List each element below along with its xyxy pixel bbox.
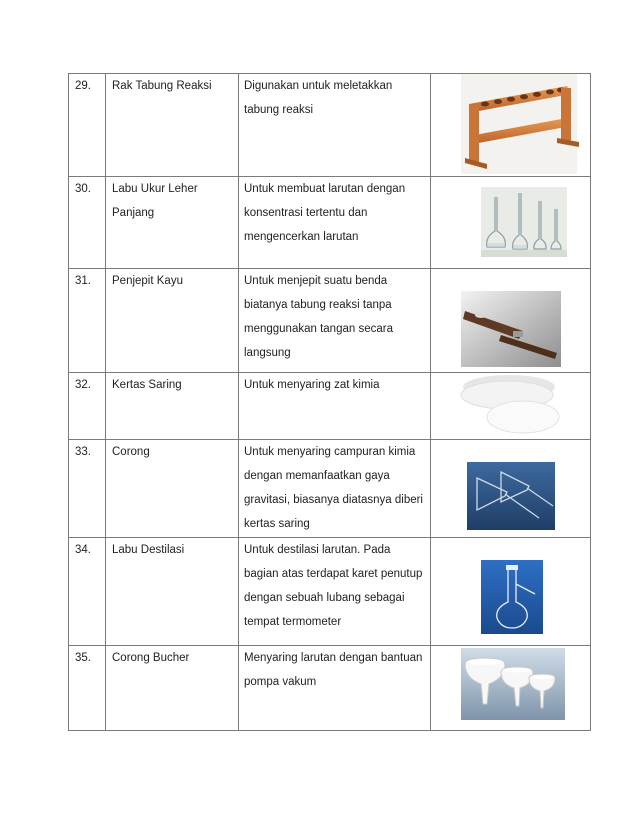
item-description: Digunakan untuk meletakkan [244,80,393,92]
wooden-test-tube-rack-image [457,74,581,174]
item-description: Untuk menjepit suatu benda [244,275,388,287]
filter-paper-image [457,373,567,439]
item-name: Corong Bucher [112,652,190,664]
row-number: 34. [75,544,91,556]
item-description: tempat termometer [244,616,342,628]
item-name: Panjang [112,207,155,219]
table-row [69,177,591,269]
item-name: Kertas Saring [112,379,182,391]
item-description: dengan memanfaatkan gaya [244,470,390,482]
table-row [69,538,591,646]
item-description: Menyaring larutan dengan bantuan [244,652,423,664]
volumetric-flasks-image [481,187,567,257]
item-description: biatanya tabung reaksi tanpa [244,299,392,311]
item-description: bagian atas terdapat karet penutup [244,568,423,580]
lab-equipment-table [68,73,591,731]
table-row [69,440,591,538]
item-name: Rak Tabung Reaksi [112,80,212,92]
buchner-funnels-image [461,648,565,720]
item-description: Untuk membuat larutan dengan [244,183,406,195]
item-description: dengan sebuah lubang sebagai [244,592,405,604]
item-name: Penjepit Kayu [112,275,183,287]
item-description: Untuk menyaring zat kimia [244,379,380,391]
item-description: konsentrasi tertentu dan [244,207,368,219]
distillation-flask-image [481,560,543,634]
row-number: 35. [75,652,91,664]
item-description: menggunakan tangan secara [244,323,393,335]
item-name: Labu Ukur Leher [112,183,198,195]
item-description: tabung reaksi [244,104,314,116]
item-description: Untuk menyaring campuran kimia [244,446,416,458]
row-number: 31. [75,275,91,287]
item-description: gravitasi, biasanya diatasnya diberi [244,494,423,506]
glass-funnels-image [467,462,555,530]
table-row [69,269,591,373]
item-description: langsung [244,347,291,359]
item-description: pompa vakum [244,676,317,688]
row-number: 33. [75,446,91,458]
item-description: kertas saring [244,518,310,530]
row-number: 29. [75,80,91,92]
item-name: Corong [112,446,150,458]
row-number: 30. [75,183,91,195]
table-row [69,373,591,440]
item-name: Labu Destilasi [112,544,185,556]
table-row [69,646,591,731]
table-row [69,74,591,177]
row-number: 32. [75,379,91,391]
wooden-clamp-image [461,291,561,367]
item-description: Untuk destilasi larutan. Pada [244,544,391,556]
item-description: mengencerkan larutan [244,231,359,243]
